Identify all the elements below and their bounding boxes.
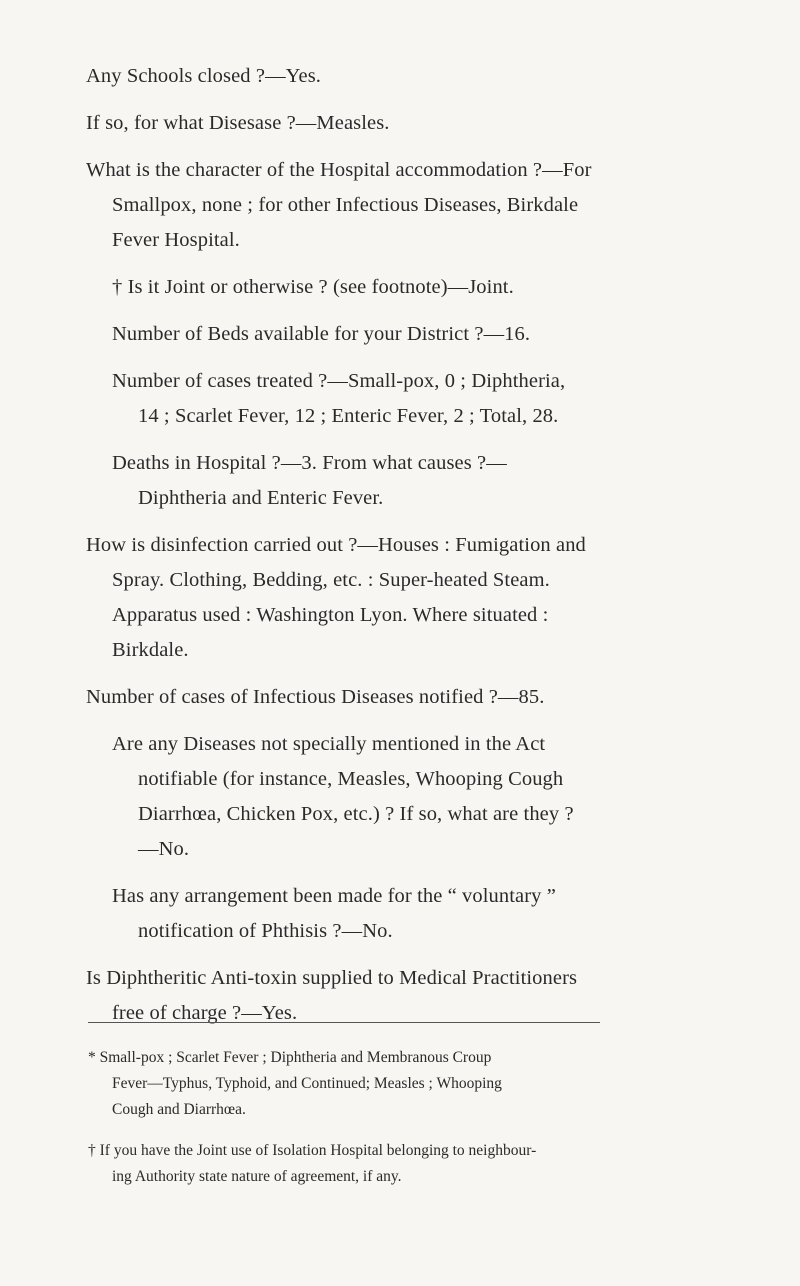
notified-line: Number of cases of Infectious Diseases notified ?—85.	[86, 686, 545, 708]
footnote-dagger-line-1: † If you have the Joint use of Isolation Hospital belonging to neighbour-	[88, 1142, 537, 1159]
other-diseases-line-2: notifiable (for instance, Measles, Whooping Cough	[138, 768, 564, 790]
footnote-divider	[88, 1022, 600, 1023]
other-diseases-line-3: Diarrhœa, Chicken Pox, etc.) ? If so, what are they ?	[138, 803, 574, 825]
cases-treated-line-2: 14 ; Scarlet Fever, 12 ; Enteric Fever, 2 ; Total, 28.	[138, 405, 559, 427]
disinfection-line-4: Birkdale.	[112, 639, 189, 661]
phthisis-line-2: notification of Phthisis ?—No.	[138, 920, 393, 942]
antitoxin-line-1: Is Diphtheritic Anti-toxin supplied to Medical Practitioners	[86, 967, 578, 989]
deaths-line-1: Deaths in Hospital ?—3. From what causes ?—	[112, 452, 507, 474]
hospital-accommodation-line-3: Fever Hospital.	[112, 229, 240, 251]
phthisis-line-1: Has any arrangement been made for the “ voluntary ”	[112, 885, 556, 907]
footnote-dagger-line-2: ing Authority state nature of agreement, if any.	[112, 1168, 402, 1185]
hospital-accommodation-line-2: Smallpox, none ; for other Infectious Diseases, Birkdale	[112, 194, 579, 216]
joint-line: † Is it Joint or otherwise ? (see footnote)—Joint.	[112, 276, 514, 298]
schools-closed-line: Any Schools closed ?—Yes.	[86, 65, 322, 87]
other-diseases-line-1: Are any Diseases not specially mentioned in the Act	[112, 733, 546, 755]
disinfection-line-2: Spray. Clothing, Bedding, etc. : Super-heated Steam.	[112, 569, 550, 591]
disease-line: If so, for what Disesase ?—Measles.	[86, 112, 390, 134]
disinfection-line-3: Apparatus used : Washington Lyon. Where situated :	[112, 604, 549, 626]
antitoxin-line-2: free of charge ?—Yes.	[112, 1002, 298, 1024]
hospital-accommodation-line-1: What is the character of the Hospital accommodation ?—For	[86, 159, 592, 181]
disinfection-line-1: How is disinfection carried out ?—Houses : Fumigation and	[86, 534, 586, 556]
footnote-star-line-1: * Small-pox ; Scarlet Fever ; Diphtheria and Membranous Croup	[88, 1049, 492, 1066]
footnote-star-line-2: Fever—Typhus, Typhoid, and Continued; Measles ; Whooping	[112, 1075, 502, 1092]
footnote-star-line-3: Cough and Diarrhœa.	[112, 1101, 246, 1118]
other-diseases-line-4: —No.	[138, 838, 190, 860]
deaths-line-2: Diphtheria and Enteric Fever.	[138, 487, 384, 509]
cases-treated-line-1: Number of cases treated ?—Small-pox, 0 ; Diphtheria,	[112, 370, 566, 392]
beds-line: Number of Beds available for your District ?—16.	[112, 323, 531, 345]
